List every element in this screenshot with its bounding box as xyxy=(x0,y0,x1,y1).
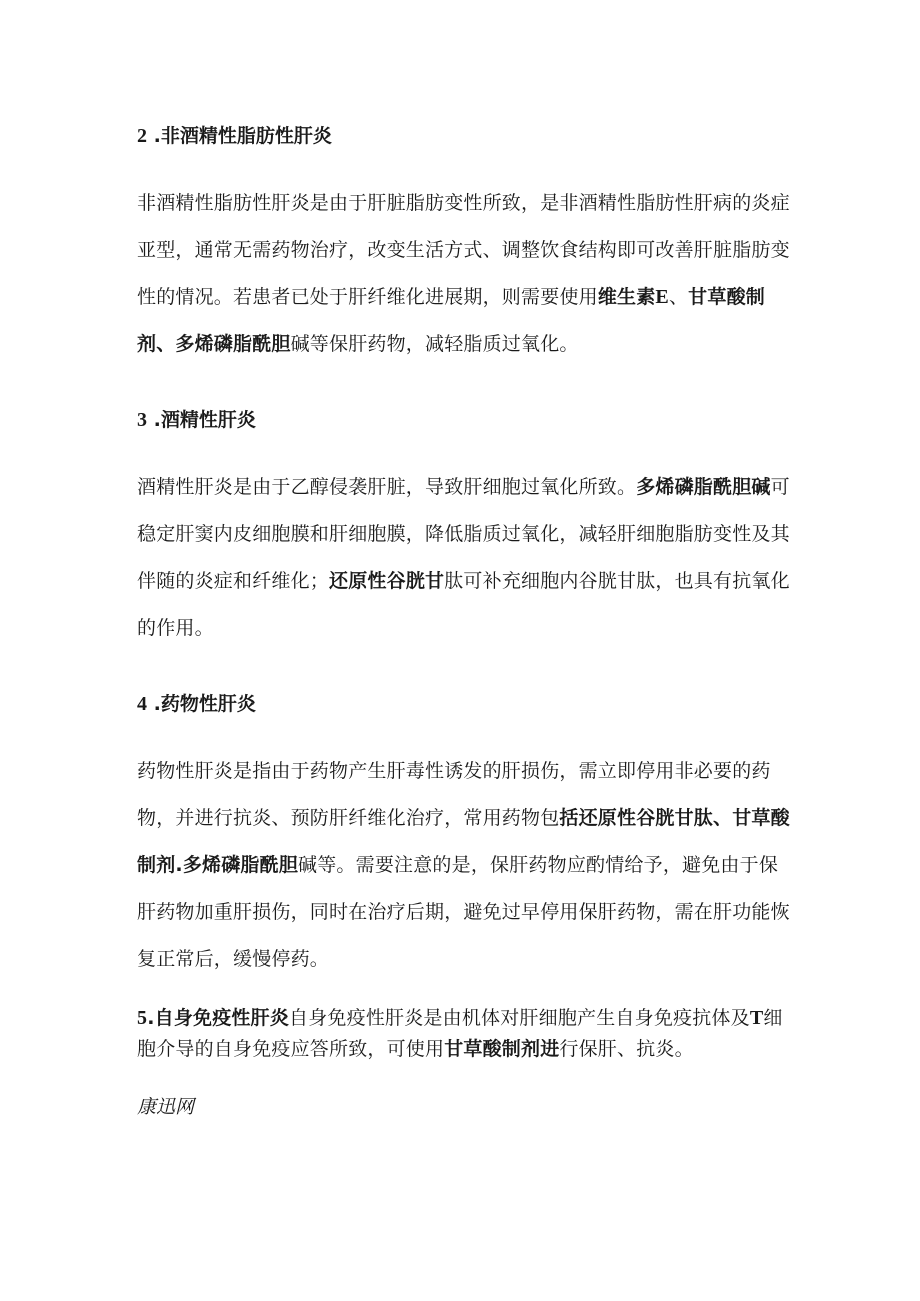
text-run: 肽可补充细胞内谷胱甘肽，也具有抗氧化的作用。 xyxy=(137,570,790,639)
latin-letter: T xyxy=(749,1007,764,1029)
text-run: 药物性肝炎是指由于药物产生肝毒性诱发的肝损伤，需立即停用非必要的药物，并进行抗炎、预防肝纤维化治疗，常用药物包 xyxy=(137,760,771,829)
bold-drug-name: 维生素 xyxy=(597,286,656,308)
paragraph-autoimmune-hepatitis xyxy=(137,1003,797,1065)
heading-number: 5 xyxy=(137,1007,148,1029)
bold-drug-name: 甘草酸制剂、多烯磷脂酰胆 xyxy=(137,286,765,355)
text-run: 细胞介导的自身免疫应答所致，可使用 xyxy=(137,1007,783,1060)
text-run: 碱等。需要注意的是，保肝药物应酌情给予，避免由于保肝药物加重肝损伤，同时在治疗后期，避免过早停用保肝药物，需在肝功能恢复正常后，缓慢停药。 xyxy=(137,854,790,970)
latin-letter: E xyxy=(655,286,669,308)
bold-drug-name: 括还原性谷胱甘肽、甘草酸制剂.多烯磷脂酰胆 xyxy=(137,807,790,876)
text-run: 可稳定肝窦内皮细胞膜和肝细胞膜，降低脂质过氧化，减轻肝细胞脂肪变性及其伴随的炎症和纤维化； xyxy=(137,476,790,592)
heading-title: .药物性肝炎 xyxy=(153,693,256,715)
heading-number: 2 xyxy=(137,125,147,147)
text-run: 非酒精性脂肪性肝炎是由于肝脏脂肪变性所致，是非酒精性脂肪性肝病的炎症亚型，通常无需药物治疗，改变生活方式、调整饮食结构即可改善肝脏脂肪变性的情况。若患者已处于肝纤维化进展期，则需要使用 xyxy=(137,192,790,308)
bold-drug-name: 多烯磷脂酰胆碱 xyxy=(636,476,771,498)
text-run: 、 xyxy=(668,286,689,308)
heading-title: .非酒精性脂肪性肝炎 xyxy=(153,125,332,147)
text-run: 自身免疫性肝炎是由机体对肝细胞产生自身免疫抗体及 xyxy=(289,1007,750,1029)
paragraph-alcoholic-hepatitis xyxy=(137,464,797,652)
text-run: 行保肝、抗炎。 xyxy=(559,1038,694,1060)
paragraph-nonalcoholic-steatohepatitis xyxy=(137,180,797,368)
heading-title: .酒精性肝炎 xyxy=(153,409,256,431)
bold-drug-name: 还原性谷胱甘 xyxy=(329,570,445,592)
heading-alcoholic-hepatitis xyxy=(137,410,256,430)
text-run: 碱等保肝药物，减轻脂质过氧化。 xyxy=(290,333,579,355)
bold-drug-name: 甘草酸制剂进 xyxy=(444,1038,560,1060)
source-attribution: 康迅网 xyxy=(137,1096,195,1118)
heading-nonalcoholic-steatohepatitis xyxy=(137,126,332,146)
text-run: 酒精性肝炎是由于乙醇侵袭肝脏，导致肝细胞过氧化所致。 xyxy=(137,476,637,498)
heading-number: 3 xyxy=(137,409,147,431)
heading-number: 4 xyxy=(137,693,147,715)
paragraph-drug-induced-hepatitis xyxy=(137,748,797,983)
heading-title: .自身免疫性肝炎 xyxy=(147,1007,290,1029)
heading-drug-induced-hepatitis xyxy=(137,694,256,714)
